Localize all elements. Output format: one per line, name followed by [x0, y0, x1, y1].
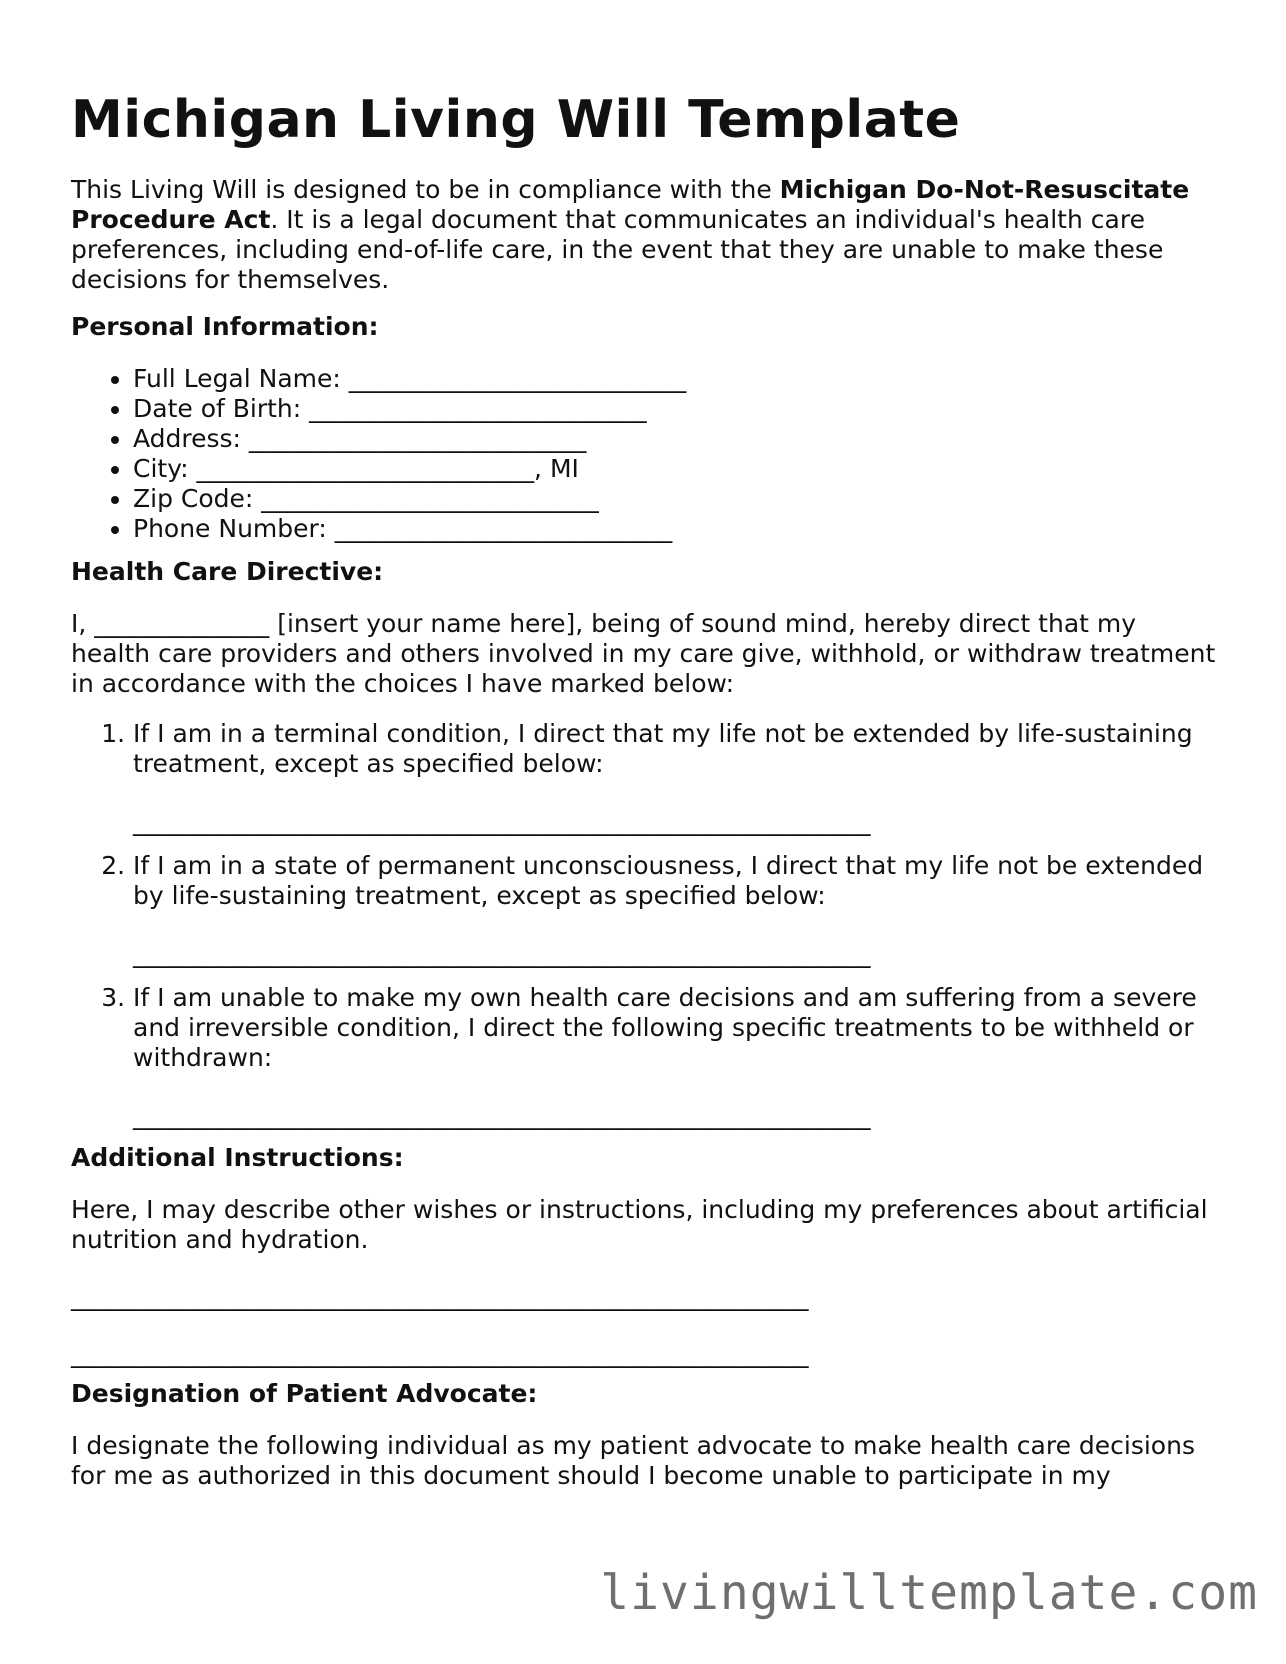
directive-heading: Health Care Directive:	[71, 557, 384, 586]
additional-text-wrapper	[71, 1195, 1221, 1255]
directive-blank-line[interactable]: ___________________________________________________________	[133, 1101, 871, 1130]
additional-blank-line[interactable]: ___________________________________________________________	[71, 1339, 809, 1368]
additional-blank-line[interactable]: ___________________________________________________________	[71, 1282, 809, 1311]
page-title: Michigan Living Will Template	[71, 90, 961, 150]
personal-info-list	[71, 364, 1221, 544]
directive-list	[71, 719, 1221, 1131]
directive-blank-line[interactable]: ___________________________________________________________	[133, 939, 871, 968]
directive-item	[133, 983, 1221, 1131]
intro-text-after: . It is a legal document that communicates an individual's health care preferences, including end-of-life care, in the event that they are unable to make these decisions for themselves.	[71, 205, 1164, 294]
directive-list-wrapper	[71, 719, 1221, 1131]
intro-act-name: Michigan Do-Not-Resuscitate Procedure Act	[71, 175, 1190, 234]
advocate-heading: Designation of Patient Advocate:	[71, 1379, 538, 1408]
personal-info-list-wrapper	[71, 364, 1221, 544]
additional-heading: Additional Instructions:	[71, 1143, 404, 1172]
directive-item-text: If I am in a state of permanent unconsciousness, I direct that my life not be extended by life-sustaining treatment, except as specified below:	[133, 851, 1204, 910]
directive-item-text: If I am unable to make my own health care decisions and am suffering from a severe and irreversible condition, I direct the following specific treatments to be withheld or withdrawn:	[133, 983, 1197, 1072]
directive-item	[133, 851, 1221, 983]
directive-statement: I, ______________ [insert your name here], being of sound mind, hereby direct that my health care providers and others involved in my care give, withhold, or withdraw treatment in accordance with the choices I have marked below:	[71, 609, 1216, 698]
intro-paragraph	[71, 175, 1221, 295]
additional-text: Here, I may describe other wishes or instructions, including my preferences about artificial nutrition and hydration.	[71, 1195, 1208, 1254]
watermark: livingwilltemplate.com	[600, 1565, 1258, 1621]
phone-number-field[interactable]: • Phone Number: ___________________________	[133, 514, 1221, 544]
intro-text-before: This Living Will is designed to be in compliance with the	[71, 175, 780, 204]
directive-item	[133, 719, 1221, 851]
date-of-birth-field[interactable]: • Date of Birth: ___________________________	[133, 394, 1221, 424]
directive-item-text: If I am in a terminal condition, I direct that my life not be extended by life-sustaining treatment, except as specified below:	[133, 719, 1193, 778]
advocate-text-wrapper	[71, 1431, 1221, 1491]
city-field[interactable]: • City: ___________________________, MI	[133, 454, 1221, 484]
directive-section	[71, 557, 1221, 587]
zip-code-field[interactable]: • Zip Code: ___________________________	[133, 484, 1221, 514]
full-name-field[interactable]: • Full Legal Name: ___________________________	[133, 364, 1221, 394]
advocate-text: I designate the following individual as my patient advocate to make health care decisions for me as authorized in this document should I become unable to participate in my	[71, 1431, 1195, 1490]
personal-info-section	[71, 312, 1221, 342]
advocate-section	[71, 1379, 1221, 1409]
directive-statement-wrapper	[71, 609, 1221, 699]
additional-blank-2-wrapper	[71, 1339, 1221, 1369]
personal-info-heading: Personal Information:	[71, 312, 379, 341]
additional-section	[71, 1143, 1221, 1173]
address-field[interactable]: • Address: ___________________________	[133, 424, 1221, 454]
directive-blank-line[interactable]: ___________________________________________________________	[133, 807, 871, 836]
additional-blank-1-wrapper	[71, 1282, 1221, 1312]
